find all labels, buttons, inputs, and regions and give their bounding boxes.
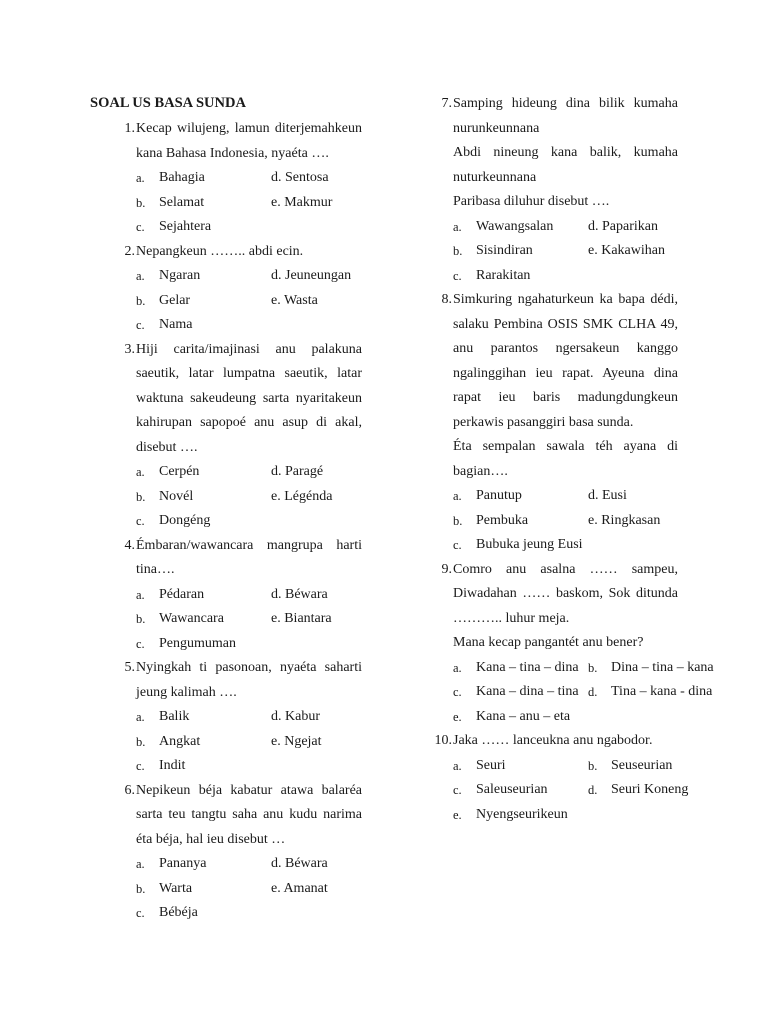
question-text-line: Nyingkah ti pasonoan, nyaéta saharti	[136, 660, 362, 675]
question-text-line: Nepikeun béja kabatur atawa balaréa	[136, 782, 362, 798]
option-letter: c.	[136, 514, 145, 528]
option-text: Wawangsalan	[476, 218, 554, 234]
answer-option	[453, 215, 588, 240]
answer-option	[136, 607, 271, 632]
question-item	[425, 558, 714, 730]
question-text-line: éta béja, hal ieu disebut …	[136, 831, 286, 847]
option-text: Rarakitan	[476, 267, 531, 283]
option-text: e. Kakawihan	[588, 243, 665, 258]
answer-option	[453, 484, 588, 509]
answer-option	[588, 656, 714, 681]
option-letter: a.	[453, 219, 462, 234]
option-text: Seuri	[476, 757, 506, 773]
option-letter: b.	[136, 881, 146, 896]
question-number: 2.	[124, 243, 135, 259]
option-letter: a.	[136, 710, 145, 724]
question-number: 7.	[441, 96, 452, 111]
question-text-line: perkawis pasanggiri basa sunda.	[453, 414, 634, 430]
answer-option	[136, 583, 271, 608]
option-letter: d.	[588, 685, 598, 699]
option-text: Angkat	[159, 733, 201, 749]
answer-option	[136, 166, 271, 191]
answer-option	[136, 852, 271, 877]
option-letter: c.	[453, 268, 462, 283]
option-text: d. Béwara	[271, 856, 328, 871]
option-text: Sejahtera	[159, 219, 212, 234]
question-body	[136, 117, 362, 240]
option-text: Balik	[159, 709, 190, 724]
question-text-line: Samping hideung dina bilik kumaha	[453, 96, 678, 111]
question-body	[136, 656, 362, 779]
option-letter: a.	[136, 269, 145, 283]
option-text: Indit	[159, 758, 186, 773]
option-text: d. Paparikan	[588, 218, 658, 234]
answer-option	[588, 680, 714, 705]
option-text: d. Jeuneungan	[271, 268, 352, 283]
option-text: Kana – dina – tina	[476, 684, 579, 699]
option-letter: a.	[453, 489, 462, 503]
question-item	[90, 240, 362, 338]
question-number: 5.	[124, 660, 135, 675]
answer-option	[271, 460, 362, 485]
answer-option	[271, 705, 362, 730]
option-text: e. Ngejat	[271, 733, 322, 749]
option-letter: b.	[136, 734, 146, 749]
option-text: e. Makmur	[271, 194, 333, 210]
option-letter: a.	[453, 660, 462, 675]
question-text-line: salaku Pembina OSIS SMK CLHA 49,	[453, 316, 678, 332]
question-item	[90, 534, 362, 657]
answer-options	[136, 166, 362, 240]
option-text: Tina – kana - dina	[611, 684, 713, 699]
question-text-line: Simkuring ngahaturkeun ka bapa dédi,	[453, 292, 678, 307]
answer-option	[136, 460, 271, 485]
answer-options	[136, 460, 362, 534]
right-column	[425, 92, 714, 827]
option-text: Ngaran	[159, 268, 201, 283]
option-letter: b.	[588, 758, 598, 773]
option-letter: a.	[136, 465, 145, 479]
option-letter: b.	[453, 513, 463, 528]
option-text: Nama	[159, 317, 193, 332]
option-text: Seuseurian	[611, 757, 673, 773]
option-text: Pédaran	[159, 586, 205, 602]
answer-option	[453, 264, 588, 289]
question-number: 4.	[124, 537, 135, 553]
answer-option	[136, 509, 271, 534]
option-text: Warta	[159, 880, 193, 896]
question-body	[136, 338, 362, 534]
option-letter: c.	[136, 220, 145, 234]
option-letter: c.	[136, 906, 145, 920]
answer-option	[136, 313, 271, 338]
question-text-line: kana Bahasa Indonesia, nyaéta ….	[136, 145, 329, 161]
question-number: 3.	[124, 341, 135, 357]
question-text-line: nurunkeunnana	[453, 120, 540, 136]
question-item	[90, 117, 362, 240]
option-letter: c.	[453, 783, 462, 797]
option-text: e. Amanat	[271, 880, 328, 896]
option-letter: a.	[136, 587, 145, 602]
answer-option	[588, 215, 678, 240]
option-text: Bubuka jeung Eusi	[476, 537, 583, 552]
question-item	[90, 338, 362, 534]
option-letter: a.	[453, 758, 462, 773]
option-text: Bébéja	[159, 905, 198, 920]
answer-option	[588, 239, 678, 264]
option-letter: c.	[136, 759, 145, 773]
option-text: Kana – tina – dina	[476, 659, 579, 675]
answer-option	[453, 509, 588, 534]
option-text: d. Eusi	[588, 488, 627, 503]
answer-option	[136, 632, 271, 657]
answer-option	[136, 215, 271, 240]
answer-option	[136, 264, 271, 289]
question-body	[453, 558, 714, 730]
answer-option	[271, 877, 362, 902]
option-letter: b.	[136, 293, 146, 308]
option-text: e. Légénda	[271, 488, 333, 504]
answer-option	[271, 485, 362, 510]
question-number: 6.	[124, 782, 135, 798]
answer-option	[136, 877, 271, 902]
option-text: Dina – tina – kana	[611, 659, 714, 675]
option-text: d. Paragé	[271, 464, 324, 479]
option-text: e. Ringkasan	[588, 512, 661, 528]
option-letter: a.	[136, 857, 145, 871]
question-body	[136, 779, 362, 926]
answer-options	[136, 264, 362, 338]
option-text: Pananya	[159, 856, 207, 871]
answer-option	[271, 264, 362, 289]
question-text-line: Kecap wilujeng, lamun diterjemahkeun	[136, 121, 362, 136]
question-text-line: tina….	[136, 562, 175, 577]
question-text-line: waktuna sakeudeung sarta nyaritakeun	[136, 390, 362, 406]
option-letter: c.	[136, 318, 145, 332]
option-letter: c.	[136, 636, 145, 651]
answer-option	[136, 705, 271, 730]
question-text-line: jeung kalimah ….	[136, 684, 237, 700]
option-text: Nyengseurikeun	[476, 806, 568, 822]
option-text: Bahagia	[159, 170, 205, 185]
question-body	[453, 729, 689, 827]
option-text: Seuri Koneng	[611, 782, 689, 797]
answer-option	[271, 730, 362, 755]
question-number: 10.	[434, 733, 452, 748]
option-text: Pembuka	[476, 512, 529, 528]
question-text-line: saeutik, latar lumpatna saeutik, latar	[136, 366, 362, 381]
question-text-line: Hiji carita/imajinasi anu palakuna	[136, 341, 362, 357]
question-text-line: Mana kecap pangantét anu bener?	[453, 635, 644, 650]
question-text-line: disebut ….	[136, 439, 198, 455]
option-text: e. Wasta	[271, 292, 318, 308]
answer-option	[453, 705, 588, 730]
answer-option	[136, 730, 271, 755]
option-text: Dongéng	[159, 513, 211, 528]
question-text-line: Diwadahan …… baskom, Sok ditunda	[453, 586, 678, 601]
question-text-line: nuturkeunnana	[453, 169, 537, 185]
answer-option	[588, 754, 688, 779]
answer-options	[136, 705, 362, 779]
answer-options	[453, 754, 689, 828]
option-letter: c.	[453, 685, 462, 699]
answer-option	[453, 754, 588, 779]
option-letter: d.	[588, 783, 598, 797]
option-text: d. Béwara	[271, 586, 328, 602]
option-letter: e.	[453, 807, 462, 822]
question-number: 8.	[441, 292, 452, 307]
option-text: Saleuseurian	[476, 782, 548, 797]
option-letter: e.	[453, 709, 462, 724]
question-text-line: ……….. luhur meja.	[453, 610, 570, 626]
answer-option	[453, 239, 588, 264]
answer-option	[136, 901, 271, 926]
answer-option	[271, 191, 362, 216]
answer-option	[453, 656, 588, 681]
answer-option	[136, 485, 271, 510]
question-text-line: anu parantos ngersakeun kanggo	[453, 341, 678, 356]
answer-options	[453, 656, 714, 730]
answer-option	[453, 680, 588, 705]
answer-option	[271, 166, 362, 191]
question-body	[136, 534, 362, 657]
option-text: Kana – anu – eta	[476, 708, 571, 724]
option-text: Sisindiran	[476, 243, 533, 258]
answer-options	[136, 852, 362, 926]
question-number: 9.	[441, 561, 452, 577]
question-text-line: Nepangkeun …….. abdi ecin.	[136, 243, 304, 259]
question-text-line: Comro anu asalna …… sampeu,	[453, 561, 678, 577]
option-text: Selamat	[159, 194, 205, 210]
answer-option	[136, 289, 271, 314]
option-letter: b.	[136, 612, 146, 626]
answer-option	[588, 509, 678, 534]
option-text: Cerpén	[159, 464, 200, 479]
answer-option	[271, 583, 362, 608]
answer-options	[453, 215, 678, 289]
question-item	[90, 779, 362, 926]
option-text: d. Kabur	[271, 709, 320, 724]
question-text-line: Émbaran/wawancara mangrupa harti	[136, 537, 362, 553]
question-body	[453, 92, 678, 288]
option-letter: b.	[136, 195, 146, 210]
answer-option	[453, 533, 588, 558]
question-text-line: rapat ieu baris madungdungkeun	[453, 390, 678, 405]
answer-option	[588, 484, 678, 509]
option-letter: b.	[136, 489, 146, 504]
option-letter: c.	[453, 538, 462, 552]
question-item	[425, 288, 678, 558]
option-text: Pengumuman	[159, 635, 236, 651]
question-text-line: sarta teu tangtu saha anu kudu narima	[136, 807, 362, 822]
answer-option	[136, 754, 271, 779]
question-number: 1.	[124, 121, 135, 136]
answer-options	[136, 583, 362, 657]
option-letter: b.	[453, 244, 463, 258]
question-text-line: Éta sempalan sawala téh ayana di	[453, 439, 678, 454]
question-item	[425, 92, 678, 288]
question-body	[453, 288, 678, 558]
answer-option	[271, 607, 362, 632]
question-item	[90, 656, 362, 779]
option-text: d. Sentosa	[271, 170, 329, 185]
option-text: e. Biantara	[271, 611, 332, 626]
answer-option	[271, 289, 362, 314]
question-text-line: ngalinggihan ieu rapat. Ayeuna dina	[453, 365, 678, 381]
answer-option	[588, 778, 688, 803]
answer-options	[453, 484, 678, 558]
option-text: Wawancara	[159, 611, 224, 626]
question-item	[425, 729, 689, 827]
answer-option	[453, 803, 588, 828]
answer-option	[136, 191, 271, 216]
question-text-line: Paribasa diluhur disebut ….	[453, 194, 610, 209]
question-text-line: Jaka …… lanceukna anu ngabodor.	[453, 733, 653, 748]
option-letter: a.	[136, 171, 145, 185]
answer-option	[453, 778, 588, 803]
option-text: Novél	[159, 488, 194, 504]
answer-option	[271, 852, 362, 877]
option-text: Gelar	[159, 292, 191, 308]
question-body	[136, 240, 362, 338]
left-column	[90, 92, 362, 926]
question-text-line: bagian….	[453, 463, 508, 479]
option-letter: b.	[588, 660, 598, 675]
page-title: SOAL US BASA SUNDA	[90, 95, 246, 111]
option-text: Panutup	[476, 488, 522, 503]
question-text-line: kahirupan sapopoé anu asup di akal,	[136, 415, 362, 430]
question-text-line: Abdi nineung kana balik, kumaha	[453, 145, 678, 160]
